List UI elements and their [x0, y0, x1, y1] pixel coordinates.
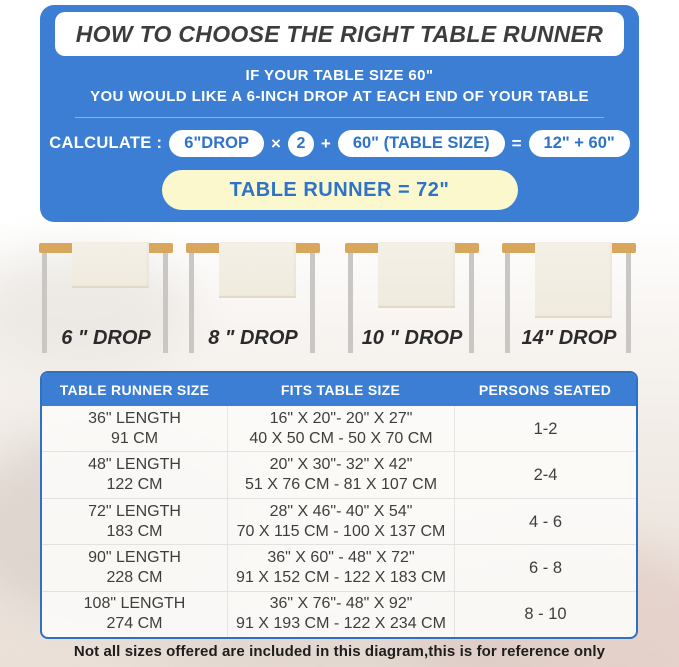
fits-inches: 28" X 46"- 40" X 54" — [269, 502, 413, 520]
fits-inches: 20" X 30"- 32" X 42" — [269, 456, 413, 474]
runner-size-cm: 228 CM — [106, 568, 163, 586]
table-row — [42, 498, 636, 544]
table-row — [42, 544, 636, 590]
table-row — [42, 591, 636, 637]
sum-pill: 12" + 60" — [529, 130, 630, 157]
runner-size-cell — [42, 592, 227, 637]
fits-table-cell — [227, 592, 454, 637]
size-table — [40, 371, 638, 639]
fits-cm: 51 X 76 CM - 81 X 107 CM — [244, 476, 438, 494]
table-illustration-8-drop — [186, 240, 320, 356]
footer-note: Not all sizes offered are included in this diagram,this is for reference only — [73, 643, 606, 660]
table-illustration-14-drop — [502, 240, 636, 356]
drop-label: 6 " DROP — [61, 327, 151, 349]
result-pill — [162, 170, 518, 210]
equals-sign: = — [511, 133, 522, 153]
column-header-runner-size: TABLE RUNNER SIZE — [59, 381, 210, 398]
fits-cm: 40 X 50 CM - 50 X 70 CM — [249, 429, 433, 447]
page-title: HOW TO CHOOSE THE RIGHT TABLE RUNNER — [75, 20, 604, 47]
table-size-pill: 60" (TABLE SIZE) — [338, 130, 505, 157]
persons-cell: 1-2 — [454, 406, 636, 451]
runner-size-inches: 48" LENGTH — [88, 456, 181, 474]
drop-label: 10 " DROP — [361, 327, 463, 349]
formula-row — [40, 130, 639, 157]
table-illustration-6-drop — [39, 240, 173, 356]
runner-size-inches: 36" LENGTH — [88, 409, 181, 427]
runner-size-cm: 274 CM — [106, 615, 163, 633]
table-illustration-10-drop — [345, 240, 479, 356]
fits-inches: 16" X 20"- 20" X 27" — [269, 409, 413, 427]
drop-pill: 6"DROP — [169, 130, 264, 157]
runner-swatch — [378, 242, 455, 308]
column-header-fits-table: FITS TABLE SIZE — [280, 381, 401, 398]
fits-inches: 36" X 60" - 48" X 72" — [267, 548, 415, 566]
runner-size-inches: 72" LENGTH — [88, 502, 181, 520]
size-table-header — [42, 373, 636, 406]
fits-table-cell — [227, 545, 454, 590]
header-panel — [40, 5, 639, 222]
title-banner — [55, 12, 624, 56]
drop-label: 8 " DROP — [208, 327, 298, 349]
runner-size-cell — [42, 499, 227, 544]
table-row — [42, 451, 636, 497]
fits-cm: 91 X 193 CM - 122 X 234 CM — [236, 615, 446, 633]
multiplier-badge: 2 — [288, 131, 314, 157]
fits-cm: 91 X 152 CM - 122 X 183 CM — [236, 568, 446, 586]
size-table-body — [42, 406, 636, 637]
drop-label: 14" DROP — [521, 327, 617, 349]
divider-line — [75, 117, 604, 118]
runner-swatch — [219, 242, 296, 298]
column-header-persons: PERSONS SEATED — [478, 381, 612, 398]
fits-table-cell — [227, 499, 454, 544]
result-text: TABLE RUNNER = 72" — [229, 178, 450, 201]
plus-sign: + — [320, 133, 331, 153]
subtitle-line2: YOU WOULD LIKE A 6-INCH DROP AT EACH END OF YOUR TABLE — [90, 88, 589, 105]
runner-size-cm: 122 CM — [106, 476, 163, 494]
runner-size-inches: 90" LENGTH — [88, 548, 181, 566]
runner-size-cell — [42, 545, 227, 590]
calculate-label: CALCULATE : — [49, 134, 163, 152]
runner-swatch — [72, 242, 149, 288]
runner-size-cell — [42, 452, 227, 497]
runner-size-cell — [42, 406, 227, 451]
subtitle-line1: IF YOUR TABLE SIZE 60" — [245, 67, 434, 84]
fits-table-cell — [227, 406, 454, 451]
runner-size-cm: 91 CM — [110, 429, 159, 447]
table-row — [42, 406, 636, 451]
fits-cm: 70 X 115 CM - 100 X 137 CM — [236, 522, 446, 540]
persons-cell: 6 - 8 — [454, 545, 636, 590]
runner-size-inches: 108" LENGTH — [83, 595, 186, 613]
runner-size-cm: 183 CM — [106, 522, 163, 540]
runner-swatch — [535, 242, 612, 318]
persons-cell: 2-4 — [454, 452, 636, 497]
persons-cell: 8 - 10 — [454, 592, 636, 637]
fits-table-cell — [227, 452, 454, 497]
drop-figures — [0, 240, 679, 356]
times-sign: × — [270, 133, 281, 153]
fits-inches: 36" X 76"- 48" X 92" — [269, 595, 413, 613]
persons-cell: 4 - 6 — [454, 499, 636, 544]
